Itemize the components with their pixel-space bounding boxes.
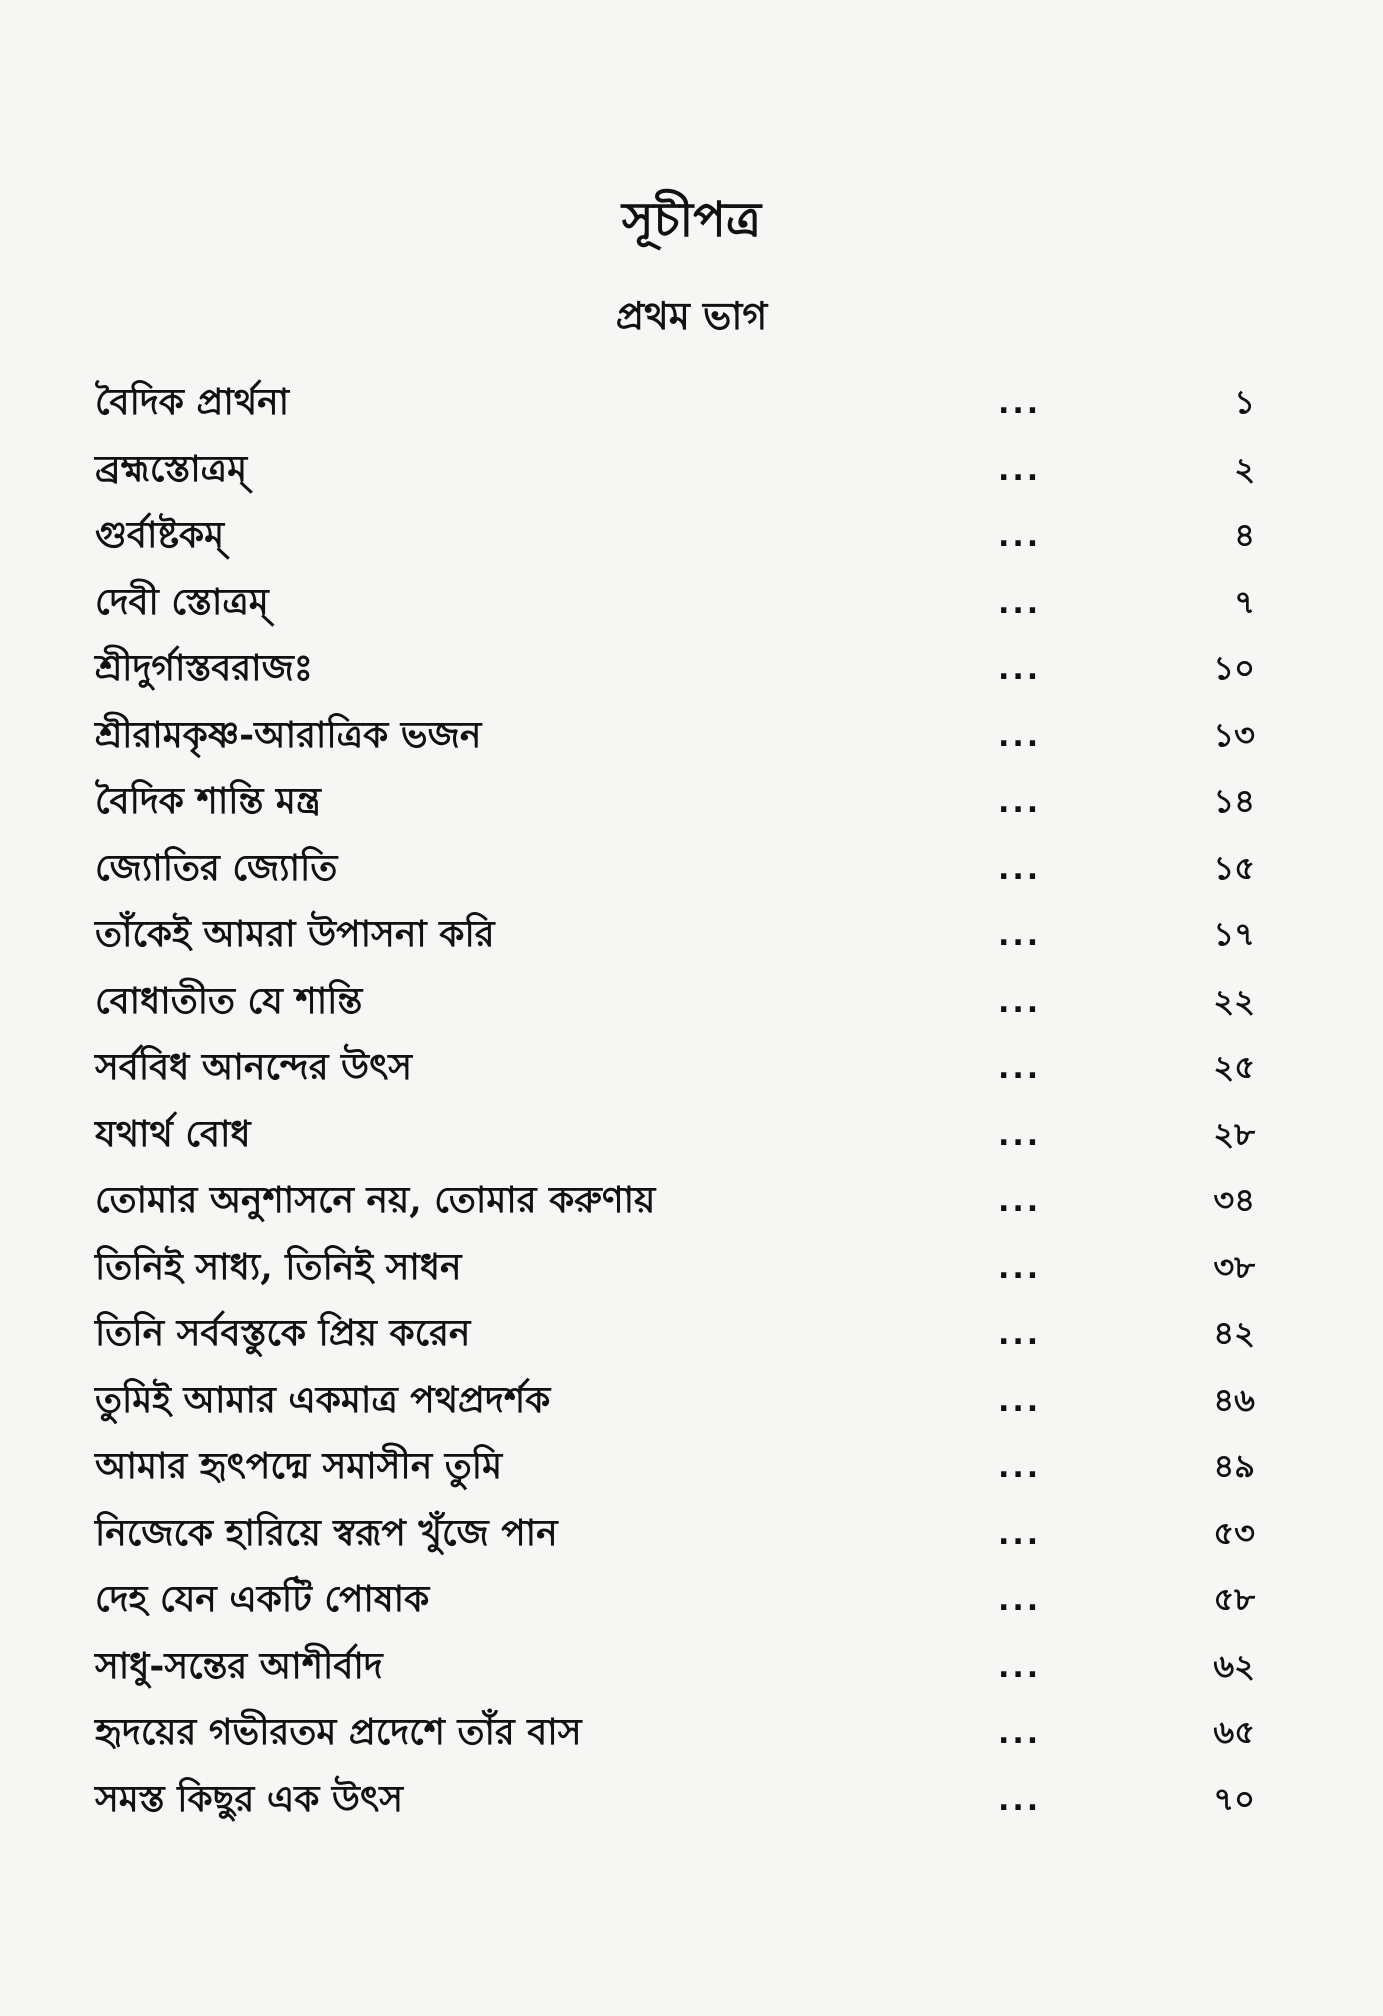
dot-leader: ... (998, 918, 1042, 953)
dot-leader: ... (998, 851, 1042, 887)
toc-page-number: ৬৫ (1213, 1713, 1255, 1751)
dot-leader: ... (998, 452, 1042, 488)
toc-entry (95, 703, 1255, 770)
toc-entry (95, 1634, 1255, 1701)
toc-entry-title: জ্যোতির জ্যোতি (95, 846, 338, 889)
toc-entry-title: ব্রহ্মস্তোত্রম্ (95, 447, 248, 490)
dot-leader: ... (998, 1317, 1042, 1352)
toc-page-number: ৩৮ (1213, 1247, 1255, 1286)
toc-entry-title: বৈদিক প্রার্থনা (95, 381, 290, 423)
toc-entry (95, 1235, 1255, 1302)
toc-entry (95, 1168, 1255, 1235)
toc-page-number: ১৪ (1213, 782, 1255, 820)
toc-entry-title: সাধু-সন্তের আশীর্বাদ (95, 1644, 383, 1687)
toc-entry (95, 503, 1255, 570)
toc-page-number: ৪৬ (1213, 1380, 1255, 1419)
dot-leader: ... (998, 785, 1042, 820)
toc-entry (95, 437, 1255, 504)
toc-entry-title: দেহ যেন একটি পোষাক (95, 1578, 430, 1620)
toc-page-number: ২৫ (1213, 1048, 1255, 1086)
dot-leader: ... (998, 1051, 1042, 1086)
toc-entry (95, 570, 1255, 637)
dot-leader: ... (998, 519, 1042, 554)
toc-entry (95, 969, 1255, 1036)
toc-entry-title: শ্রীদুর্গাস্তবরাজঃ (95, 647, 313, 689)
toc-entry (95, 1301, 1255, 1368)
dot-leader: ... (998, 1649, 1042, 1685)
toc-entry-title: তিনিই সাধ্য, তিনিই সাধন (95, 1245, 462, 1288)
table-of-contents (95, 370, 1255, 1833)
toc-page-number: ৪ (1234, 516, 1255, 554)
toc-page-number: ১৭ (1213, 915, 1255, 953)
toc-entry (95, 1102, 1255, 1169)
dot-leader: ... (998, 1383, 1042, 1419)
toc-page-number: ৪২ (1213, 1314, 1255, 1352)
toc-entry-title: তুমিই আমার একমাত্র পথপ্রদর্শক (95, 1378, 551, 1421)
toc-page-number: ২৮ (1213, 1114, 1255, 1153)
dot-leader: ... (998, 1450, 1042, 1485)
toc-page-number: ১০ (1213, 649, 1255, 687)
toc-page-number: ৭ (1234, 582, 1255, 621)
dot-leader: ... (998, 1782, 1042, 1818)
toc-entry-title: সমস্ত কিছুর এক উৎস (95, 1777, 403, 1820)
toc-page-number: ৩৪ (1213, 1181, 1255, 1219)
toc-entry (95, 1767, 1255, 1834)
toc-entry-title: হৃদয়ের গভীরতম প্রদেশে তাঁর বাস (95, 1711, 582, 1753)
toc-page-number: ২ (1234, 449, 1255, 488)
toc-entry-title: বৈদিক শান্তি মন্ত্র (95, 780, 321, 822)
dot-leader: ... (998, 386, 1042, 421)
toc-page-number: ৭০ (1213, 1779, 1255, 1818)
toc-entry-title: গুর্বাষ্টকম্ (95, 514, 225, 556)
toc-page-number: ২২ (1213, 981, 1255, 1020)
toc-page-number: ৬২ (1213, 1646, 1255, 1685)
toc-entry (95, 1567, 1255, 1634)
toc-page-number: ৪৯ (1213, 1447, 1255, 1485)
dot-leader: ... (998, 1716, 1042, 1751)
toc-entry (95, 1368, 1255, 1435)
toc-entry (95, 902, 1255, 969)
toc-entry-title: সর্ববিধ আনন্দের উৎস (95, 1046, 413, 1088)
toc-entry (95, 836, 1255, 903)
toc-page-number: ৫৩ (1213, 1513, 1255, 1552)
page-title: সূচীপত্র (621, 192, 762, 248)
toc-entry-title: যথার্থ বোধ (95, 1112, 251, 1155)
toc-entry (95, 1501, 1255, 1568)
toc-page-number: ৫৮ (1213, 1580, 1255, 1618)
toc-entry-title: বোধাতীত যে শান্তি (95, 979, 363, 1022)
toc-entry (95, 769, 1255, 836)
toc-entry (95, 1035, 1255, 1102)
toc-entry (95, 370, 1255, 437)
toc-page-number: ১৩ (1213, 715, 1255, 754)
toc-page-number: ১ (1234, 383, 1255, 421)
toc-entry-title: নিজেকে হারিয়ে স্বরূপ খুঁজে পান (95, 1511, 558, 1554)
toc-entry-title: দেবী স্তোত্রম্ (95, 580, 269, 623)
section-heading: প্রথম ভাগ (615, 293, 768, 338)
toc-entry-title: তোমার অনুশাসনে নয়, তোমার করুণায় (95, 1179, 656, 1221)
toc-entry-title: তিনি সর্ববস্তুকে প্রিয় করেন (95, 1312, 471, 1354)
dot-leader: ... (998, 1184, 1042, 1219)
dot-leader: ... (998, 718, 1042, 754)
toc-entry-title: শ্রীরামকৃষ্ণ-আরাত্রিক ভজন (95, 713, 482, 756)
toc-page-number: ১৫ (1213, 848, 1255, 887)
dot-leader: ... (998, 652, 1042, 687)
toc-entry (95, 1700, 1255, 1767)
toc-entry-title: তাঁকেই আমরা উপাসনা করি (95, 913, 495, 955)
toc-entry (95, 1434, 1255, 1501)
dot-leader: ... (998, 984, 1042, 1020)
dot-leader: ... (998, 1117, 1042, 1153)
toc-entry (95, 636, 1255, 703)
dot-leader: ... (998, 585, 1042, 621)
dot-leader: ... (998, 1250, 1042, 1286)
dot-leader: ... (998, 1583, 1042, 1618)
toc-entry-title: আমার হৃৎপদ্মে সমাসীন তুমি (95, 1445, 503, 1487)
dot-leader: ... (998, 1516, 1042, 1552)
